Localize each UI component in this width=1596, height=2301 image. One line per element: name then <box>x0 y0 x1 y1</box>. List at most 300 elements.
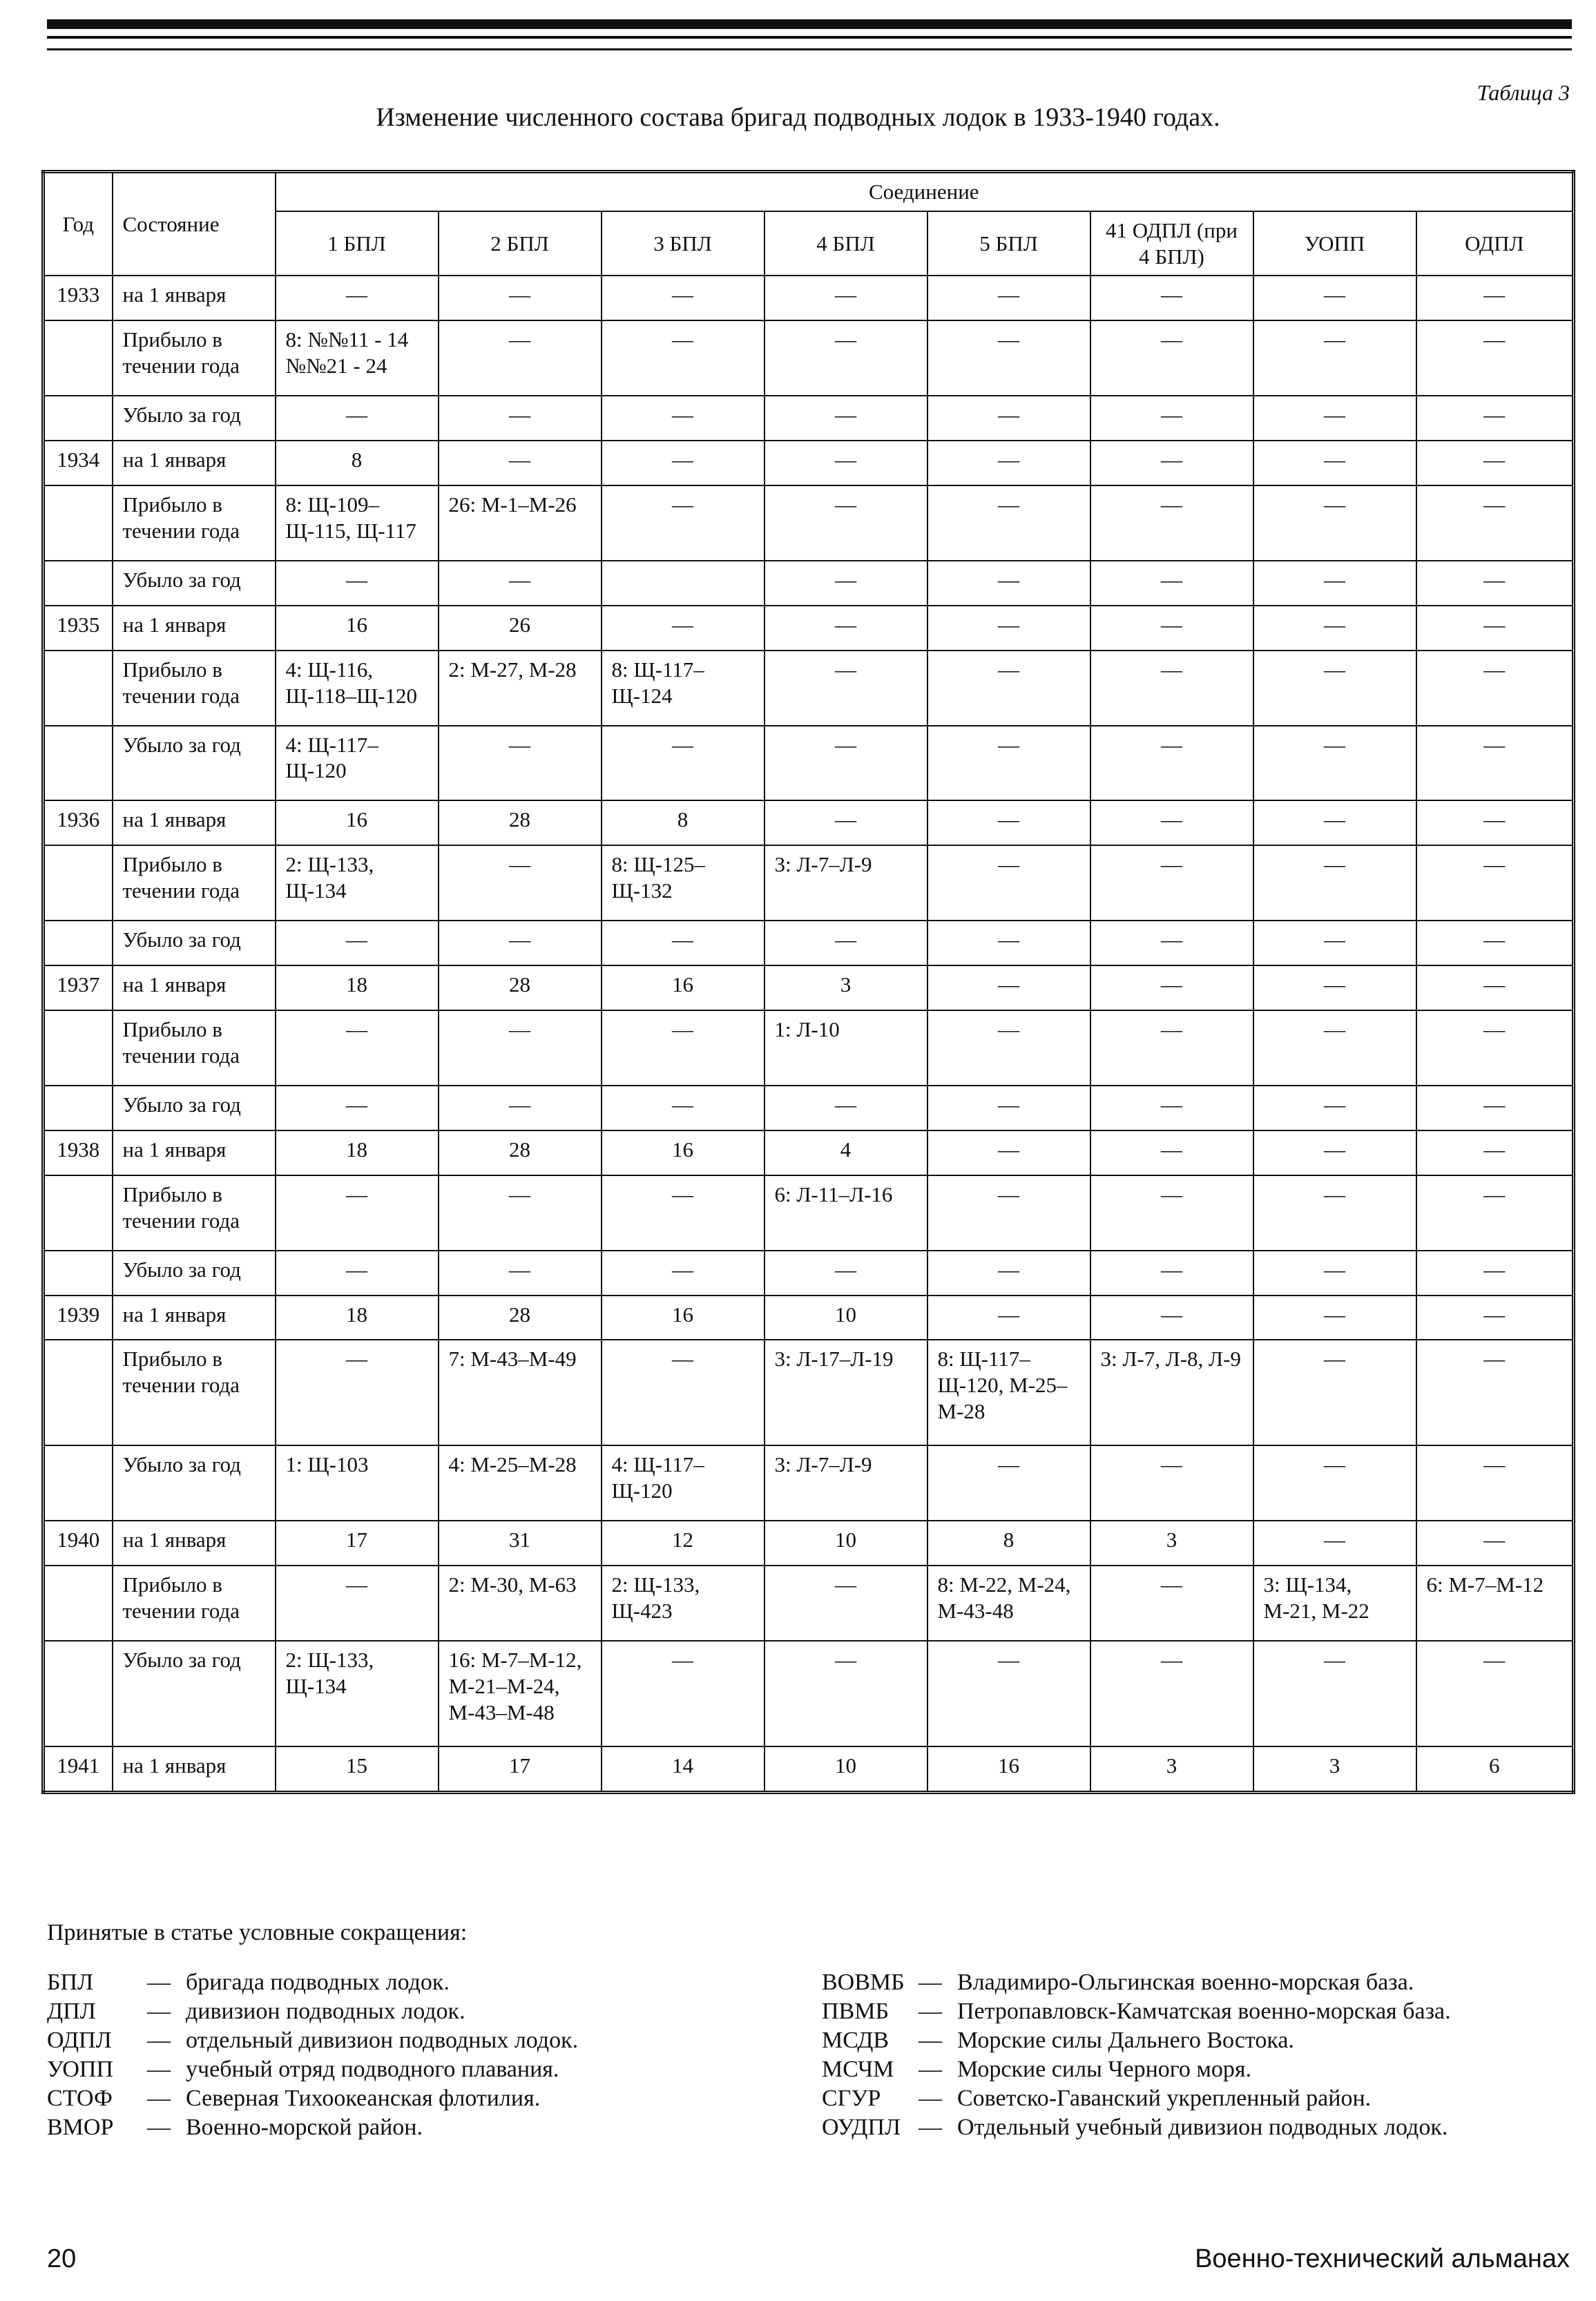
abbreviation-item <box>822 2084 1451 2113</box>
table-row <box>44 396 1574 441</box>
data-cell: — <box>1090 845 1253 921</box>
table-row <box>44 1566 1574 1641</box>
data-cell: 14 <box>602 1746 765 1793</box>
data-cell: — <box>1416 1010 1574 1086</box>
abbreviation-key: ПВМБ <box>822 1999 889 2024</box>
table-row <box>44 1746 1574 1793</box>
data-cell: — <box>1416 1445 1574 1521</box>
data-cell: — <box>1090 396 1253 441</box>
data-cell: — <box>602 726 765 801</box>
state-cell: на 1 января <box>113 1130 276 1175</box>
data-cell: — <box>602 1251 765 1296</box>
abbreviation-item <box>822 1997 1451 2026</box>
data-cell: — <box>1416 606 1574 651</box>
data-cell: — <box>439 561 602 606</box>
data-cell: — <box>602 320 765 396</box>
data-cell <box>602 561 765 606</box>
state-cell: Прибыло в течении года <box>113 1566 276 1641</box>
data-cell: — <box>1416 1296 1574 1340</box>
data-cell: — <box>1416 1641 1574 1746</box>
data-cell: — <box>276 1251 439 1296</box>
data-cell: — <box>765 441 927 485</box>
table-row <box>44 1130 1574 1175</box>
data-cell: — <box>927 1445 1090 1521</box>
data-cell: 28 <box>439 1130 602 1175</box>
data-cell: 4: Щ-116, Щ-118–Щ-120 <box>276 651 439 726</box>
header-unit: 2 БПЛ <box>439 211 602 276</box>
data-cell: 15 <box>276 1746 439 1793</box>
abbreviation-key: МСЧМ <box>822 2057 894 2082</box>
table-row <box>44 921 1574 965</box>
data-cell: — <box>765 1641 927 1746</box>
data-cell: — <box>439 726 602 801</box>
year-cell <box>44 320 113 396</box>
state-cell: на 1 января <box>113 1521 276 1566</box>
data-cell: — <box>602 1175 765 1251</box>
data-cell: — <box>1416 651 1574 726</box>
data-cell: — <box>1090 965 1253 1010</box>
data-cell: 16 <box>927 1746 1090 1793</box>
data-cell: — <box>1253 441 1416 485</box>
header-row-group <box>44 172 1574 211</box>
table-row <box>44 800 1574 845</box>
data-cell: 17 <box>276 1521 439 1566</box>
data-cell: — <box>1090 1130 1253 1175</box>
data-cell: — <box>765 396 927 441</box>
data-cell: — <box>439 1010 602 1086</box>
data-cell: — <box>1090 651 1253 726</box>
data-cell: — <box>602 396 765 441</box>
table-row <box>44 441 1574 485</box>
year-cell <box>44 1010 113 1086</box>
data-cell: — <box>1253 396 1416 441</box>
data-cell: — <box>927 726 1090 801</box>
abbreviation-text: Морские силы Черного моря. <box>957 2057 1252 2082</box>
data-cell: — <box>1416 800 1574 845</box>
data-cell: 3: Л-7, Л-8, Л-9 <box>1090 1340 1253 1445</box>
data-cell: — <box>1253 485 1416 561</box>
top-rule-thin-lower <box>47 48 1572 50</box>
data-cell: — <box>1090 1251 1253 1296</box>
abbreviation-text: Петропавловск-Камчатская военно-морская база. <box>957 1999 1451 2024</box>
state-cell: Убыло за год <box>113 726 276 801</box>
state-cell: Прибыло в течении года <box>113 320 276 396</box>
state-cell: Убыло за год <box>113 396 276 441</box>
data-cell: 4: Щ-117–Щ-120 <box>276 726 439 801</box>
data-cell: 10 <box>765 1521 927 1566</box>
abbreviation-item <box>47 2113 578 2142</box>
abbreviation-item <box>822 2055 1451 2084</box>
abbreviation-dash: — <box>147 2028 171 2053</box>
data-cell: 8: Щ-109–Щ-115, Щ-117 <box>276 485 439 561</box>
data-cell: — <box>276 1086 439 1130</box>
data-cell: 16 <box>602 1130 765 1175</box>
header-unit: 3 БПЛ <box>602 211 765 276</box>
data-cell: — <box>1090 1445 1253 1521</box>
year-cell <box>44 726 113 801</box>
data-cell: — <box>1090 1566 1253 1641</box>
data-cell: 3 <box>1090 1521 1253 1566</box>
data-cell: — <box>439 276 602 320</box>
data-cell: 31 <box>439 1521 602 1566</box>
table-row <box>44 320 1574 396</box>
year-cell <box>44 1086 113 1130</box>
data-cell: 6: Л-11–Л-16 <box>765 1175 927 1251</box>
header-unit: 1 БПЛ <box>276 211 439 276</box>
state-cell: Прибыло в течении года <box>113 1340 276 1445</box>
abbreviation-key: СГУР <box>822 2086 881 2111</box>
data-cell: — <box>927 651 1090 726</box>
header-year: Год <box>44 172 113 276</box>
data-cell: — <box>276 1566 439 1641</box>
year-cell <box>44 845 113 921</box>
data-cell: — <box>927 441 1090 485</box>
abbreviation-key: ОУДПЛ <box>822 2115 901 2140</box>
data-cell: 2: Щ-133, Щ-134 <box>276 845 439 921</box>
data-cell: 18 <box>276 965 439 1010</box>
data-cell: 26 <box>439 606 602 651</box>
year-cell <box>44 1566 113 1641</box>
abbreviation-item <box>47 1968 578 1997</box>
table-row <box>44 845 1574 921</box>
data-cell: — <box>1416 561 1574 606</box>
state-cell: Прибыло в течении года <box>113 1175 276 1251</box>
data-cell: — <box>765 921 927 965</box>
data-cell: — <box>1416 1130 1574 1175</box>
table-row <box>44 1445 1574 1521</box>
abbreviation-text: Советско-Гаванский укрепленный район. <box>957 2086 1372 2111</box>
data-cell: — <box>1253 561 1416 606</box>
abbreviation-dash: — <box>919 1970 942 1995</box>
year-cell: 1938 <box>44 1130 113 1175</box>
state-cell: на 1 января <box>113 965 276 1010</box>
year-cell: 1939 <box>44 1296 113 1340</box>
abbreviation-dash: — <box>919 2057 942 2082</box>
data-cell: 3: Щ-134, М-21, М-22 <box>1253 1566 1416 1641</box>
data-cell: — <box>1416 396 1574 441</box>
data-cell: — <box>439 1086 602 1130</box>
data-cell: — <box>1253 845 1416 921</box>
data-cell: — <box>276 561 439 606</box>
data-cell: — <box>927 1296 1090 1340</box>
header-unit: УОПП <box>1253 211 1416 276</box>
state-cell: на 1 января <box>113 1746 276 1793</box>
page-number: 20 <box>47 2244 77 2273</box>
data-cell: — <box>1253 1175 1416 1251</box>
data-cell: 16 <box>276 800 439 845</box>
abbreviation-dash: — <box>919 2086 942 2111</box>
data-cell: — <box>927 1130 1090 1175</box>
year-cell <box>44 1445 113 1521</box>
data-cell: — <box>602 606 765 651</box>
table-row <box>44 1175 1574 1251</box>
state-cell: Убыло за год <box>113 1641 276 1746</box>
data-cell: — <box>1090 320 1253 396</box>
state-cell: на 1 января <box>113 606 276 651</box>
year-cell <box>44 1251 113 1296</box>
data-cell: 2: М-27, М-28 <box>439 651 602 726</box>
table-label: Таблица 3 <box>1477 80 1570 105</box>
abbreviation-key: МСДВ <box>822 2028 890 2053</box>
abbreviation-text: Северная Тихоокеанская флотилия. <box>186 2086 541 2111</box>
data-cell: 16 <box>602 965 765 1010</box>
year-cell <box>44 1641 113 1746</box>
year-cell: 1934 <box>44 441 113 485</box>
data-cell: — <box>602 441 765 485</box>
data-cell: — <box>602 1340 765 1445</box>
state-cell: Убыло за год <box>113 1445 276 1521</box>
data-cell: — <box>765 1566 927 1641</box>
data-cell: — <box>602 1086 765 1130</box>
table-row <box>44 965 1574 1010</box>
data-cell: — <box>276 396 439 441</box>
data-cell: — <box>927 320 1090 396</box>
data-cell: — <box>1090 1641 1253 1746</box>
year-cell <box>44 921 113 965</box>
table-body <box>44 276 1574 1792</box>
data-cell: 12 <box>602 1521 765 1566</box>
data-cell: — <box>276 1175 439 1251</box>
data-cell: 6 <box>1416 1746 1574 1793</box>
table-row <box>44 726 1574 801</box>
data-cell: — <box>1253 726 1416 801</box>
data-cell: — <box>1090 1175 1253 1251</box>
data-cell: — <box>927 1086 1090 1130</box>
publication-name: Военно-технический альманах <box>1195 2244 1570 2273</box>
data-cell: — <box>1090 276 1253 320</box>
data-cell: — <box>1090 1086 1253 1130</box>
data-cell: — <box>1253 965 1416 1010</box>
data-cell: — <box>1253 320 1416 396</box>
data-cell: — <box>1416 726 1574 801</box>
table-row <box>44 1296 1574 1340</box>
data-cell: — <box>1090 1296 1253 1340</box>
data-cell: — <box>927 921 1090 965</box>
data-cell: — <box>765 1251 927 1296</box>
data-cell: — <box>927 845 1090 921</box>
abbreviation-dash: — <box>147 1970 171 1995</box>
table-row <box>44 1086 1574 1130</box>
data-cell: 3: Л-7–Л-9 <box>765 1445 927 1521</box>
state-cell: на 1 января <box>113 441 276 485</box>
data-cell: 6: М-7–М-12 <box>1416 1566 1574 1641</box>
table-row <box>44 651 1574 726</box>
abbreviation-text: Отдельный учебный дивизион подводных лодок. <box>957 2115 1448 2140</box>
data-cell: — <box>276 276 439 320</box>
data-cell: — <box>439 441 602 485</box>
abbreviation-text: дивизион подводных лодок. <box>186 1999 465 2024</box>
data-cell: — <box>439 921 602 965</box>
data-cell: 3: Л-17–Л-19 <box>765 1340 927 1445</box>
year-cell: 1936 <box>44 800 113 845</box>
table-row <box>44 276 1574 320</box>
abbreviation-dash: — <box>919 2028 942 2053</box>
data-cell: — <box>1253 1296 1416 1340</box>
data-cell: — <box>765 485 927 561</box>
data-cell: — <box>1090 606 1253 651</box>
table-row <box>44 561 1574 606</box>
data-cell: — <box>765 320 927 396</box>
state-cell: Прибыло в течении года <box>113 845 276 921</box>
abbreviation-dash: — <box>147 2115 171 2140</box>
year-cell <box>44 561 113 606</box>
data-cell: 8: М-22, М-24, М-43-48 <box>927 1566 1090 1641</box>
data-cell: 1: Л-10 <box>765 1010 927 1086</box>
data-cell: — <box>765 800 927 845</box>
data-cell: 8: Щ-125–Щ-132 <box>602 845 765 921</box>
data-cell: 8: Щ-117–Щ-120, М-25–М-28 <box>927 1340 1090 1445</box>
abbreviation-key: СТОФ <box>47 2086 113 2111</box>
data-cell: 28 <box>439 800 602 845</box>
abbreviation-dash: — <box>919 1999 942 2024</box>
year-cell: 1937 <box>44 965 113 1010</box>
data-cell: 8 <box>602 800 765 845</box>
data-cell: — <box>1253 651 1416 726</box>
table-row <box>44 485 1574 561</box>
top-rule-thick <box>47 19 1572 29</box>
abbreviation-text: Военно-морской район. <box>186 2115 423 2140</box>
data-cell: 28 <box>439 965 602 1010</box>
data-cell: — <box>1090 726 1253 801</box>
header-unit: ОДПЛ <box>1416 211 1574 276</box>
data-cell: — <box>602 921 765 965</box>
data-cell: — <box>1416 1340 1574 1445</box>
data-cell: 28 <box>439 1296 602 1340</box>
abbreviation-item <box>47 2055 578 2084</box>
data-cell: — <box>602 485 765 561</box>
data-cell: 10 <box>765 1296 927 1340</box>
abbreviation-item <box>822 1968 1451 1997</box>
data-cell: — <box>927 606 1090 651</box>
state-cell: на 1 января <box>113 276 276 320</box>
state-cell: Прибыло в течении года <box>113 1010 276 1086</box>
data-cell: — <box>765 606 927 651</box>
abbreviation-text: Морские силы Дальнего Востока. <box>957 2028 1294 2053</box>
abbreviation-key: ДПЛ <box>47 1999 96 2024</box>
data-cell: 4: Щ-117–Щ-120 <box>602 1445 765 1521</box>
state-cell: Убыло за год <box>113 1251 276 1296</box>
data-cell: — <box>276 1340 439 1445</box>
data-cell: — <box>927 396 1090 441</box>
data-cell: — <box>1416 845 1574 921</box>
abbreviation-dash: — <box>147 1999 171 2024</box>
data-cell: — <box>927 1175 1090 1251</box>
data-cell: — <box>1416 485 1574 561</box>
data-cell: — <box>1253 276 1416 320</box>
abbreviation-text: бригада подводных лодок. <box>186 1970 450 1995</box>
data-cell: 3 <box>1253 1746 1416 1793</box>
data-cell: — <box>927 1641 1090 1746</box>
data-cell: — <box>1253 1086 1416 1130</box>
abbreviation-key: ВМОР <box>47 2115 114 2140</box>
data-cell: — <box>927 800 1090 845</box>
abbreviations-heading: Принятые в статье условные сокращения: <box>47 1920 468 1945</box>
data-cell: — <box>927 1251 1090 1296</box>
table-title: Изменение численного состава бригад подводных лодок в 1933-1940 годах. <box>376 103 1220 132</box>
abbreviation-item <box>822 2113 1451 2142</box>
data-cell: 18 <box>276 1130 439 1175</box>
data-cell: 8: №№11 - 14 №№21 - 24 <box>276 320 439 396</box>
state-cell: Убыло за год <box>113 561 276 606</box>
data-cell: 3 <box>1090 1746 1253 1793</box>
data-cell: — <box>927 485 1090 561</box>
header-unit: 5 БПЛ <box>927 211 1090 276</box>
data-cell: — <box>1090 921 1253 965</box>
abbreviation-text: Владимиро-Ольгинская военно-морская база. <box>957 1970 1414 1995</box>
data-cell: — <box>1253 1445 1416 1521</box>
header-unit: 41 ОДПЛ (при 4 БПЛ) <box>1090 211 1253 276</box>
data-cell: 1: Щ-103 <box>276 1445 439 1521</box>
data-cell: — <box>1416 1251 1574 1296</box>
abbreviation-dash: — <box>919 2115 942 2140</box>
data-cell: — <box>439 396 602 441</box>
table-row <box>44 1641 1574 1746</box>
data-cell: — <box>1416 320 1574 396</box>
data-cell: 18 <box>276 1296 439 1340</box>
year-cell: 1941 <box>44 1746 113 1793</box>
data-cell: — <box>927 561 1090 606</box>
abbreviation-item <box>822 2026 1451 2055</box>
abbreviation-text: учебный отряд подводного плавания. <box>186 2057 559 2082</box>
data-cell: — <box>765 651 927 726</box>
header-group: Соединение <box>276 172 1574 211</box>
data-cell: 2: М-30, М-63 <box>439 1566 602 1641</box>
data-cell: — <box>927 965 1090 1010</box>
data-cell: 3 <box>765 965 927 1010</box>
data-cell: — <box>602 1641 765 1746</box>
year-cell <box>44 1175 113 1251</box>
abbreviation-dash: — <box>147 2057 171 2082</box>
data-cell: — <box>276 1010 439 1086</box>
table-row <box>44 1521 1574 1566</box>
table-row <box>44 1340 1574 1445</box>
data-cell: — <box>765 561 927 606</box>
data-cell: — <box>1090 561 1253 606</box>
data-cell: — <box>1416 1175 1574 1251</box>
data-cell: — <box>1416 1086 1574 1130</box>
state-cell: на 1 января <box>113 800 276 845</box>
data-cell: — <box>1253 1521 1416 1566</box>
data-cell: — <box>602 276 765 320</box>
data-cell: 10 <box>765 1746 927 1793</box>
abbreviation-item <box>47 2026 578 2055</box>
state-cell: Убыло за год <box>113 921 276 965</box>
abbreviation-item <box>47 2084 578 2113</box>
data-cell: 7: М-43–М-49 <box>439 1340 602 1445</box>
data-cell: — <box>1090 800 1253 845</box>
data-cell: — <box>1253 800 1416 845</box>
data-cell: 8 <box>276 441 439 485</box>
state-cell: на 1 января <box>113 1296 276 1340</box>
abbreviation-key: ВОВМБ <box>822 1970 905 1995</box>
data-cell: 16: М-7–М-12, М-21–М-24, М-43–М-48 <box>439 1641 602 1746</box>
table-row <box>44 606 1574 651</box>
top-rule-thin <box>47 36 1572 39</box>
data-cell: — <box>1253 1641 1416 1746</box>
data-cell: 26: М-1–М-26 <box>439 485 602 561</box>
data-cell: 17 <box>439 1746 602 1793</box>
data-cell: — <box>1253 1251 1416 1296</box>
data-cell: 4: М-25–М-28 <box>439 1445 602 1521</box>
data-cell: — <box>1253 1010 1416 1086</box>
data-cell: — <box>765 726 927 801</box>
data-cell: — <box>439 320 602 396</box>
data-cell: — <box>1416 276 1574 320</box>
year-cell: 1933 <box>44 276 113 320</box>
data-cell: — <box>927 1010 1090 1086</box>
data-cell: — <box>1416 921 1574 965</box>
table-row <box>44 1010 1574 1086</box>
